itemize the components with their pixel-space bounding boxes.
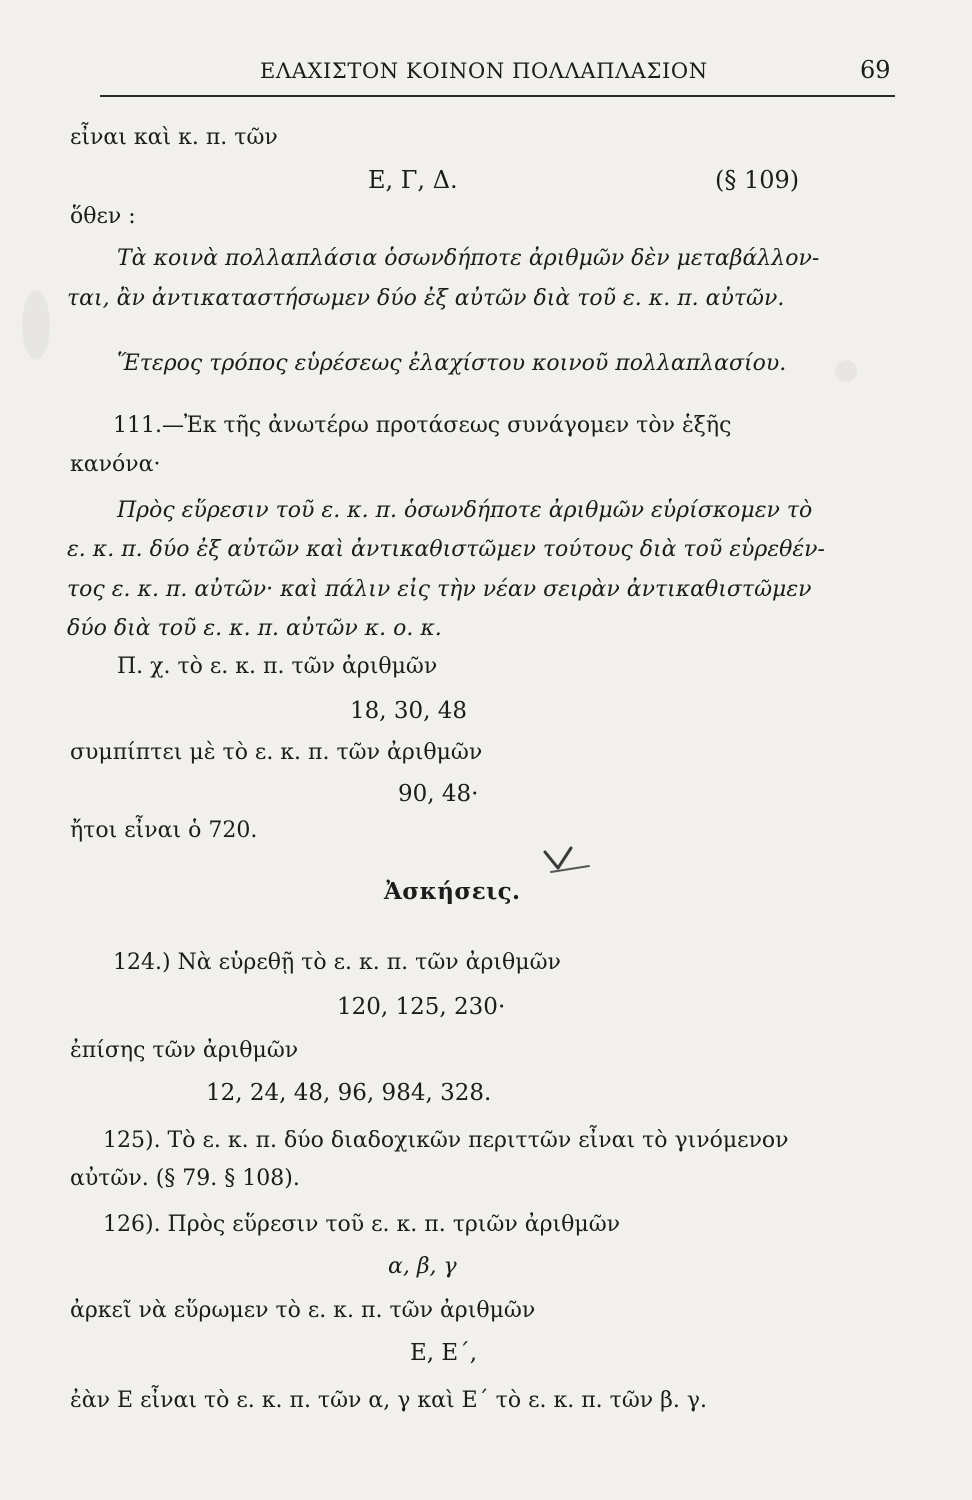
text-line-18: ἤτοι εἶναι ὁ 720.	[70, 818, 258, 843]
text-line-27: ἀρκεῖ νὰ εὕρωμεν τὸ ε. κ. π. τῶν ἀριθμῶν	[70, 1298, 536, 1323]
text-line-06: ται, ἂν ἀντικαταστήσωμεν δύο ἐξ αὐτῶν διὰ τοῦ ε. κ. π. αὐτῶν.	[67, 286, 785, 311]
page-header-title: ΕΛΑΧΙΣΤΟΝ ΚΟΙΝΟΝ ΠΟΛΛΑΠΛΑΣΙΟΝ	[260, 59, 708, 83]
text-line-19: 124.) Νὰ εὑρεθῇ τὸ ε. κ. π. τῶν ἀριθμῶν	[113, 950, 561, 975]
text-line-17: 90, 48·	[398, 781, 479, 807]
text-line-24: αὐτῶν. (§ 79. § 108).	[70, 1166, 300, 1191]
text-line-21: ἐπίσης τῶν ἀριθμῶν	[70, 1038, 299, 1063]
text-line-23: 125). Τὸ ε. κ. π. δύο διαδοχικῶν περιττῶν εἶναι τὸ γινόμενον	[103, 1128, 789, 1153]
check-mark-icon	[543, 844, 591, 878]
text-line-20: 120, 125, 230·	[337, 994, 506, 1020]
text-line-10: Πρὸς εὕρεσιν τοῦ ε. κ. π. ὁσωνδήποτε ἀριθμῶν εὑρίσκομεν τὸ	[117, 498, 813, 523]
header-rule	[100, 95, 895, 97]
text-line-16: συμπίπτει μὲ τὸ ε. κ. π. τῶν ἀριθμῶν	[70, 740, 483, 765]
text-line-12: τος ε. κ. π. αὐτῶν· καὶ πάλιν εἰς τὴν νέαν σειρὰν ἀντικαθιστῶμεν	[67, 577, 812, 602]
text-line-01: εἶναι καὶ κ. π. τῶν	[70, 125, 278, 150]
text-line-11: ε. κ. π. δύο ἐξ αὐτῶν καὶ ἀντικαθιστῶμεν τούτους διὰ τοῦ εὑρεθέν-	[67, 537, 825, 562]
text-line-25: 126). Πρὸς εὕρεσιν τοῦ ε. κ. π. τριῶν ἀριθμῶν	[103, 1212, 621, 1237]
text-line-29: ἐὰν Ε εἶναι τὸ ε. κ. π. τῶν α, γ καὶ Ε΄ τὸ ε. κ. π. τῶν β. γ.	[70, 1388, 707, 1413]
text-line-28: Ε, Ε΄,	[410, 1340, 478, 1366]
page-number: 69	[860, 56, 891, 84]
text-line-13: δύο διὰ τοῦ ε. κ. π. αὐτῶν κ. ο. κ.	[67, 616, 442, 641]
text-line-05: Τὰ κοινὰ πολλαπλάσια ὁσωνδήποτε ἀριθμῶν δὲν μεταβάλλον-	[117, 246, 820, 271]
exercises-heading: Ἀσκήσεις.	[384, 878, 521, 905]
text-line-14: Π. χ. τὸ ε. κ. π. τῶν ἀριθμῶν	[117, 654, 438, 679]
text-line-26: α, β, γ	[388, 1254, 457, 1279]
text-line-07: Ἕτερος τρόπος εὑρέσεως ἐλαχίστου κοινοῦ πολλαπλασίου.	[117, 351, 787, 376]
text-line-08: 111.—Ἐκ τῆς ἀνωτέρω προτάσεως συνάγομεν τὸν ἑξῆς	[113, 413, 732, 438]
text-line-02: Ε, Γ, Δ.	[368, 166, 458, 194]
text-line-03: (§ 109)	[715, 166, 800, 194]
text-line-09: κανόνα·	[70, 452, 161, 477]
text-line-15: 18, 30, 48	[350, 698, 468, 724]
text-line-22: 12, 24, 48, 96, 984, 328.	[206, 1080, 492, 1106]
text-line-04: ὅθεν :	[70, 204, 136, 229]
